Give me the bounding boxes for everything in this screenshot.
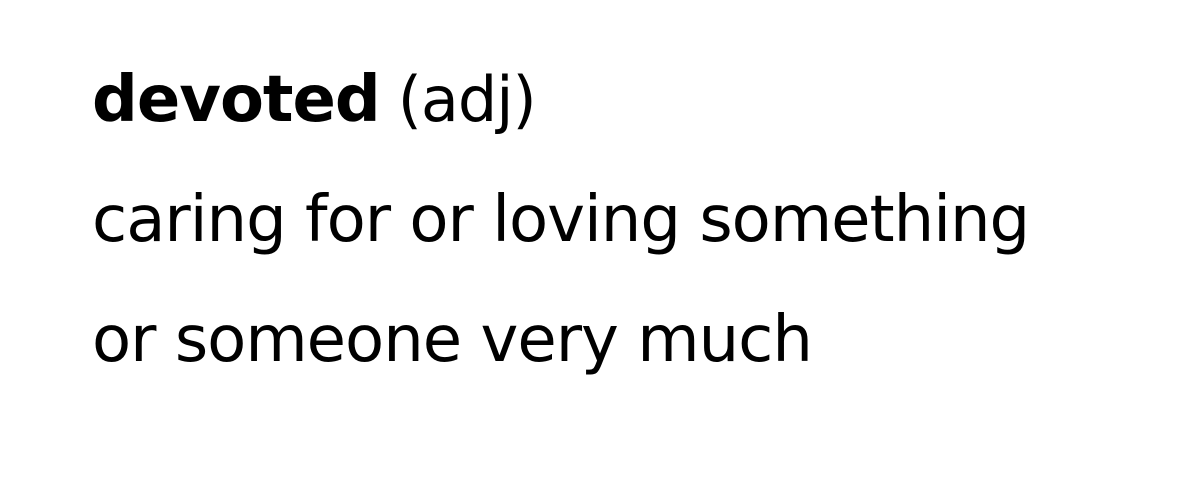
definition-line-1: caring for or loving something (92, 183, 1030, 257)
headword: devoted (92, 63, 380, 137)
part-of-speech: (adj) (397, 63, 536, 136)
dictionary-entry (92, 56, 1152, 400)
headword-line (92, 56, 1152, 144)
definition-line-2: or someone very much (92, 303, 812, 377)
